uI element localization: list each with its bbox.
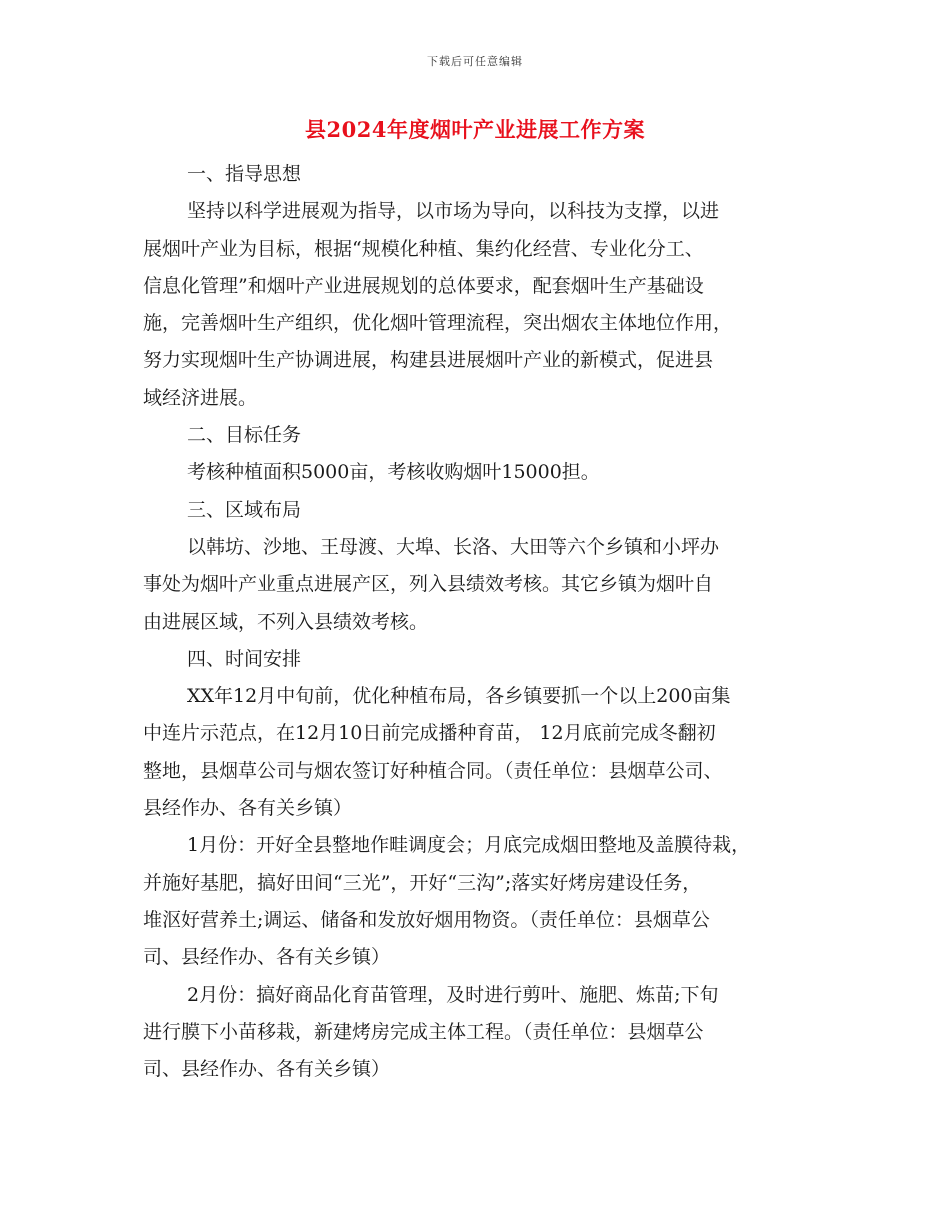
document-body	[143, 156, 833, 1088]
text-line: 考核种植面积5000亩，考核收购烟叶15000担。	[187, 461, 600, 484]
text-line: 信息化管理”和烟叶产业进展规划的总体要求，配套烟叶生产基础设	[143, 274, 704, 297]
text-line: 中连片示范点，在12月10日前完成播种育苗， 12月底前完成冬翻初	[143, 722, 716, 745]
text-line: 事处为烟叶产业重点进展产区，列入县绩效考核。其它乡镇为烟叶自	[143, 573, 714, 596]
text-line: 1月份：开好全县整地作畦调度会；月底完成烟田整地及盖膜待栽，	[187, 834, 751, 857]
text-line: 司、县经作办、各有关乡镇）	[143, 1058, 391, 1081]
text-line: 一、指导思想	[187, 163, 302, 185]
page-header: 下载后可任意编辑	[427, 55, 523, 68]
text-line: 并施好基肥，搞好田间“三光”，开好“三沟”;落实好烤房建设任务，	[143, 871, 702, 894]
text-line: 展烟叶产业为目标，根据“规模化种植、集约化经营、专业化分工、	[143, 237, 704, 260]
text-line: 由进展区域，不列入县绩效考核。	[143, 610, 429, 633]
text-line: 施，完善烟叶生产组织，优化烟叶管理流程，突出烟农主体地位作用，	[143, 312, 733, 335]
text-line: 域经济进展。	[143, 386, 258, 409]
text-line: 县经作办、各有关乡镇）	[143, 797, 353, 820]
text-line: 整地，县烟草公司与烟农签订好种植合同。（责任单位：县烟草公司、	[143, 759, 723, 782]
text-line: 三、区域布局	[187, 498, 302, 521]
text-line: 2月份：搞好商品化育苗管理，及时进行剪叶、施肥、炼苗;下旬	[187, 983, 719, 1006]
document-title: 县2024年度烟叶产业进展工作方案	[305, 117, 645, 142]
text-line: XX年12月中旬前，优化种植布局，各乡镇要抓一个以上200亩集	[187, 685, 731, 708]
text-line: 努力实现烟叶生产协调进展，构建县进展烟叶产业的新模式，促进县	[143, 349, 714, 372]
text-line: 二、目标任务	[187, 424, 302, 447]
text-line: 司、县经作办、各有关乡镇）	[143, 946, 391, 969]
text-line: 四、时间安排	[187, 647, 302, 670]
text-line: 以韩坊、沙地、王母渡、大埠、长洛、大田等六个乡镇和小坪办	[187, 535, 720, 558]
text-line: 坚持以科学进展观为指导，以市场为导向，以科技为支撑，以进	[187, 200, 720, 223]
text-line: 堆沤好营养土;调运、储备和发放好烟用物资。（责任单位：县烟草公	[143, 908, 710, 931]
text-line: 进行膜下小苗移栽，新建烤房完成主体工程。（责任单位：县烟草公	[143, 1020, 704, 1043]
